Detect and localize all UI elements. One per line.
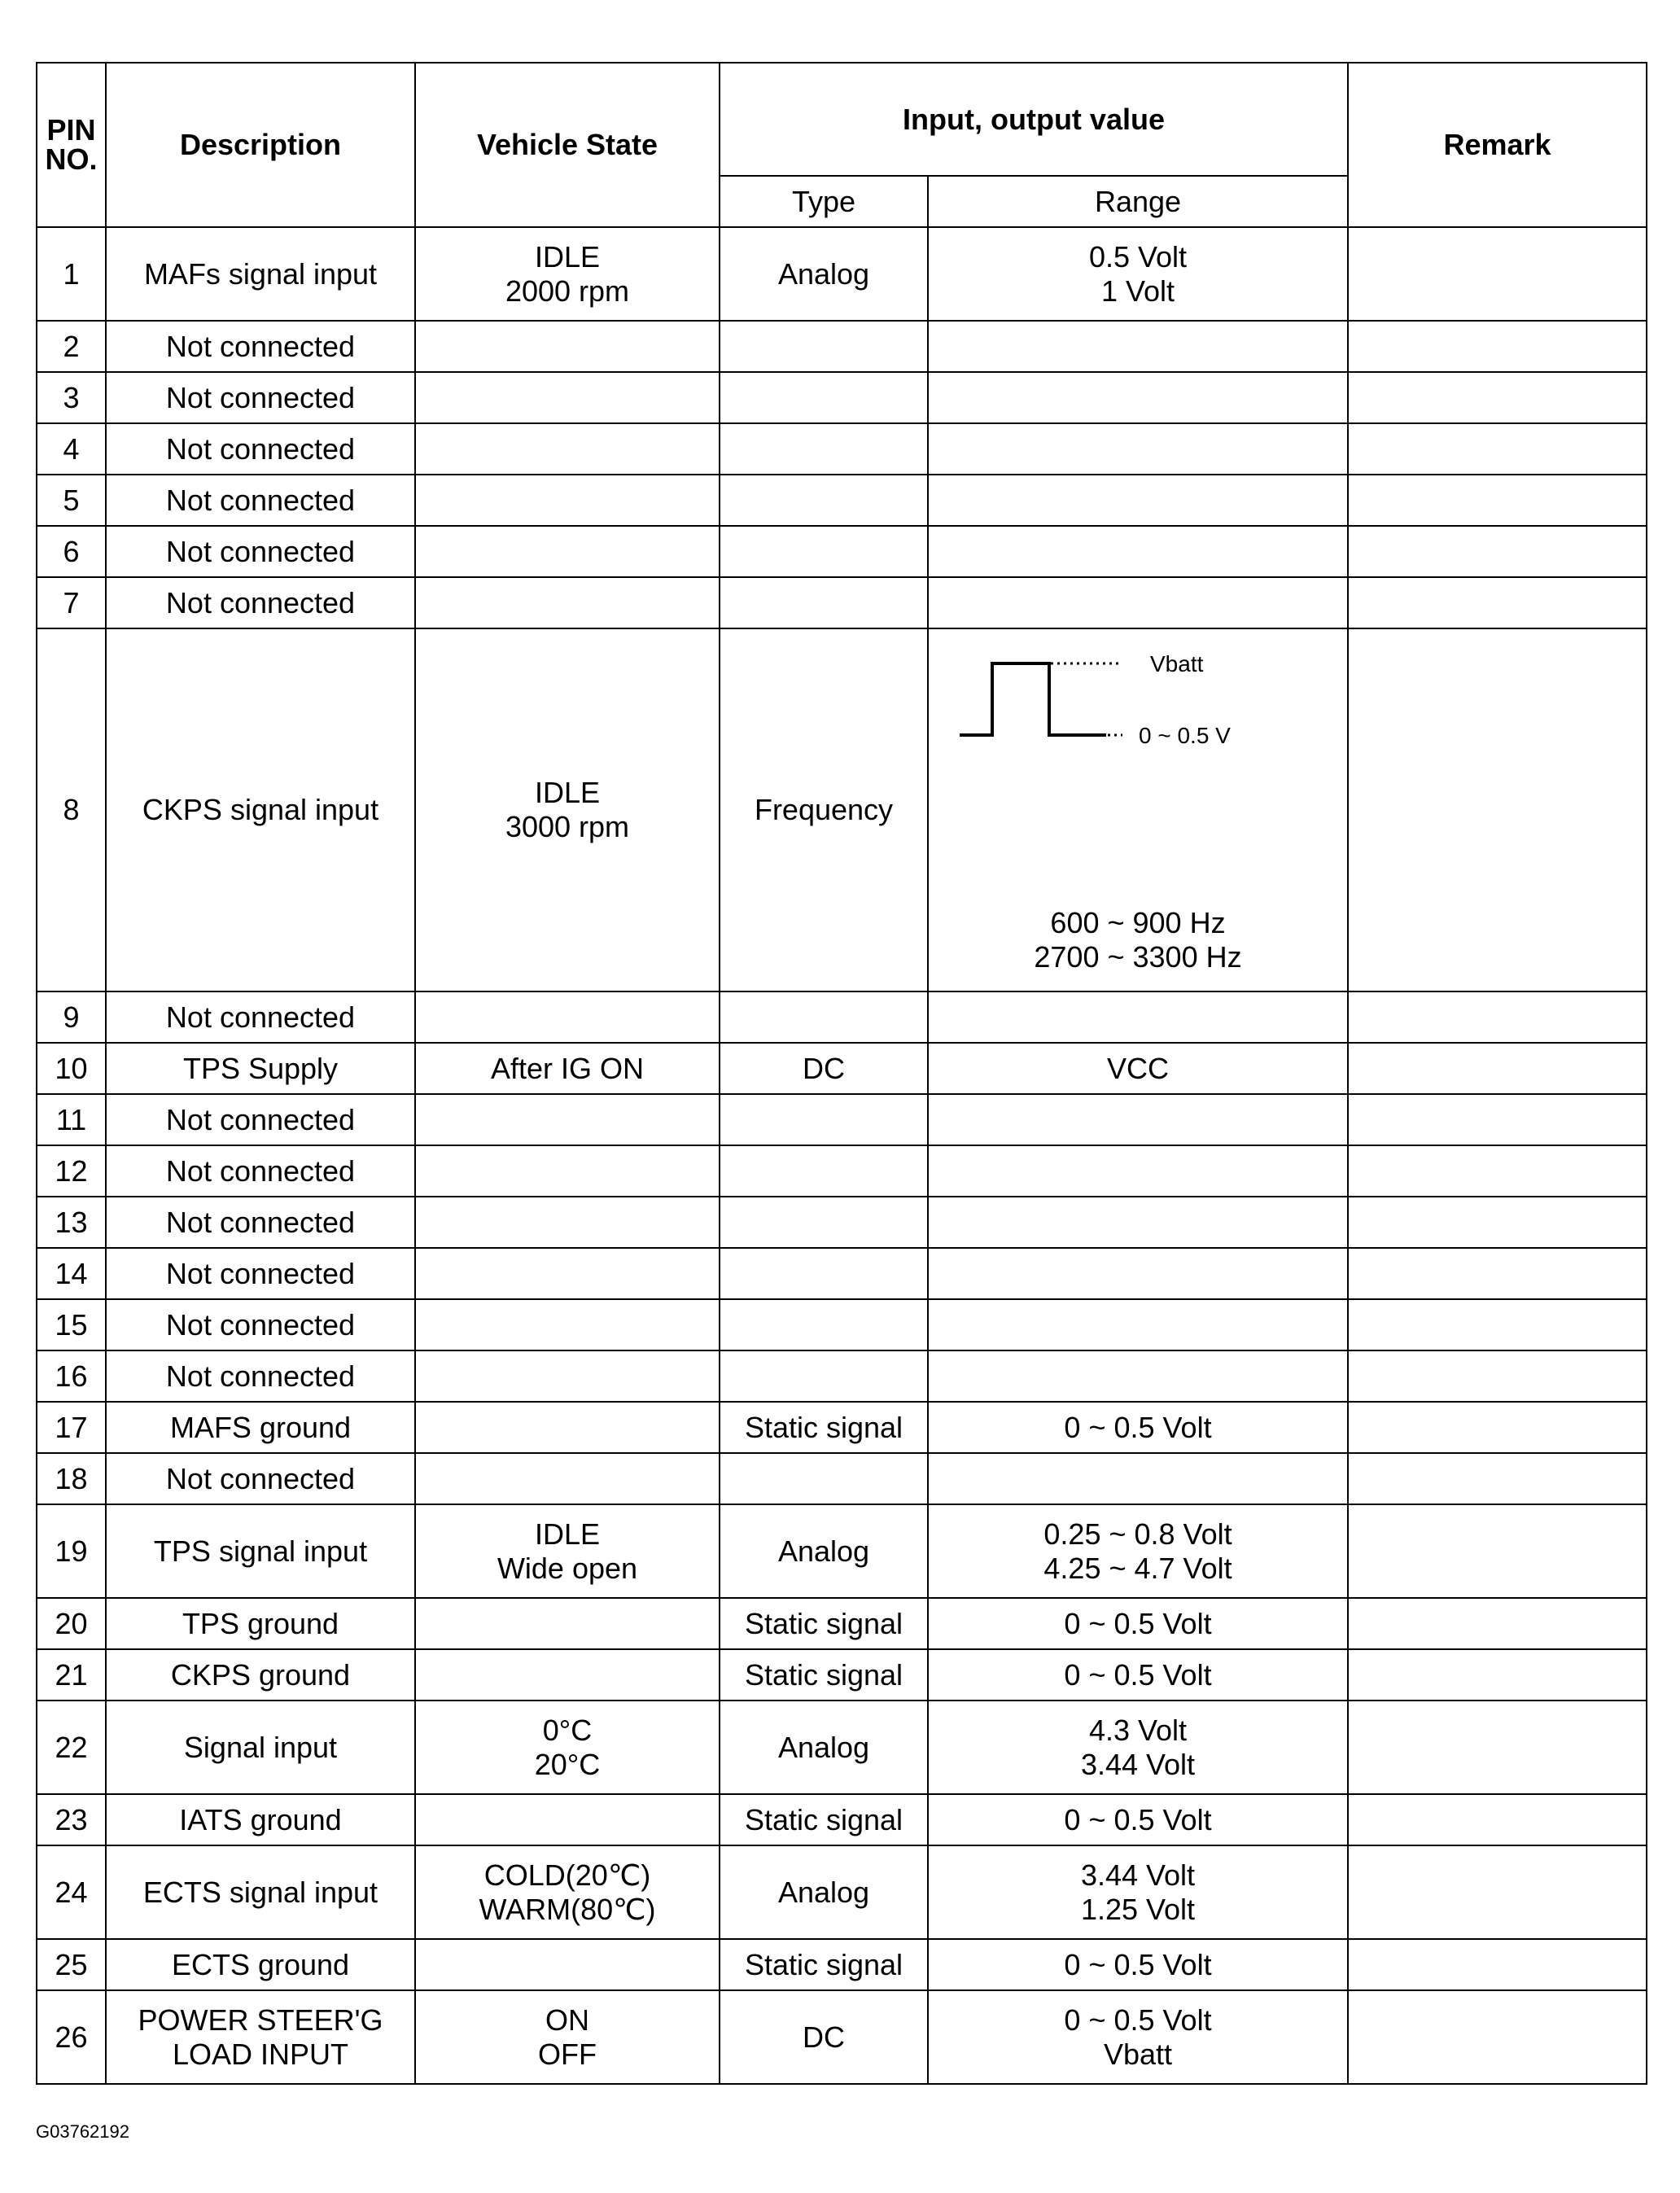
remark-cell [1348,423,1647,475]
vehicle-state-cell [415,372,720,423]
remark-cell [1348,1990,1647,2084]
range-cell: 0 ~ 0.5 Volt [928,1794,1348,1845]
type-cell: Static signal [720,1794,928,1845]
table-row [37,1350,1647,1402]
range-cell [928,1299,1348,1350]
vehicle-state-cell: IDLE Wide open [415,1504,720,1598]
vehicle-state-cell [415,577,720,628]
remark-cell [1348,1350,1647,1402]
header-vehicle-state: Vehicle State [415,63,720,227]
description-cell: Not connected [106,526,415,577]
remark-cell [1348,1504,1647,1598]
description-cell: CKPS ground [106,1649,415,1701]
range-cell-waveform [928,628,1348,991]
table-row [37,475,1647,526]
pin-cell: 16 [37,1350,106,1402]
header-description: Description [106,63,415,227]
description-cell: Not connected [106,991,415,1043]
vehicle-state-cell [415,1402,720,1453]
range-cell: VCC [928,1043,1348,1094]
table-row [37,1990,1647,2084]
description-cell: ECTS ground [106,1939,415,1990]
remark-cell [1348,577,1647,628]
range-cell [928,1145,1348,1197]
type-cell [720,526,928,577]
pin-cell: 9 [37,991,106,1043]
description-cell: TPS Supply [106,1043,415,1094]
pin-cell: 5 [37,475,106,526]
range-cell: 0 ~ 0.5 Volt Vbatt [928,1990,1348,2084]
vehicle-state-cell [415,1197,720,1248]
vehicle-state-cell: COLD(20℃) WARM(80℃) [415,1845,720,1939]
description-cell: Not connected [106,1197,415,1248]
table-row [37,1701,1647,1794]
description-cell: ECTS signal input [106,1845,415,1939]
pin-cell: 12 [37,1145,106,1197]
pin-cell: 24 [37,1845,106,1939]
description-cell: Not connected [106,1299,415,1350]
vehicle-state-cell [415,1649,720,1701]
pin-cell: 19 [37,1504,106,1598]
table-row [37,1845,1647,1939]
range-cell: 0.25 ~ 0.8 Volt 4.25 ~ 4.7 Volt [928,1504,1348,1598]
range-cell [928,1453,1348,1504]
table-row [37,1197,1647,1248]
description-cell: Not connected [106,1248,415,1299]
type-cell [720,372,928,423]
table-row [37,628,1647,991]
description-cell: TPS signal input [106,1504,415,1598]
vehicle-state-cell: After IG ON [415,1043,720,1094]
high-level-label: Vbatt [1150,651,1204,676]
pin-cell: 3 [37,372,106,423]
description-cell: Not connected [106,1350,415,1402]
remark-cell [1348,1094,1647,1145]
header-pin-no: PIN NO. [37,63,106,227]
pin-cell: 17 [37,1402,106,1453]
pin-cell: 7 [37,577,106,628]
description-cell: Signal input [106,1701,415,1794]
type-cell [720,1248,928,1299]
range-cell [928,526,1348,577]
range-cell [928,991,1348,1043]
description-cell: Not connected [106,372,415,423]
type-cell: Static signal [720,1402,928,1453]
pin-cell: 22 [37,1701,106,1794]
table-row [37,372,1647,423]
type-cell [720,1350,928,1402]
table-row [37,1504,1647,1598]
vehicle-state-cell [415,1598,720,1649]
table-row [37,321,1647,372]
remark-cell [1348,1043,1647,1094]
vehicle-state-cell: IDLE 2000 rpm [415,227,720,321]
description-cell: Not connected [106,577,415,628]
type-cell: Analog [720,227,928,321]
pin-cell: 10 [37,1043,106,1094]
description-cell: Not connected [106,423,415,475]
type-cell [720,1453,928,1504]
pin-cell: 15 [37,1299,106,1350]
type-cell: Static signal [720,1598,928,1649]
pin-cell: 23 [37,1794,106,1845]
pin-cell: 20 [37,1598,106,1649]
table-row [37,1794,1647,1845]
table-row [37,1453,1647,1504]
vehicle-state-cell [415,423,720,475]
remark-cell [1348,991,1647,1043]
type-cell [720,1299,928,1350]
vehicle-state-cell [415,321,720,372]
pin-cell: 2 [37,321,106,372]
remark-cell [1348,1649,1647,1701]
description-cell: MAFS ground [106,1402,415,1453]
pin-cell: 26 [37,1990,106,2084]
pin-cell: 14 [37,1248,106,1299]
type-cell [720,321,928,372]
type-cell: DC [720,1990,928,2084]
remark-cell [1348,227,1647,321]
type-cell [720,577,928,628]
type-cell [720,423,928,475]
pin-cell: 4 [37,423,106,475]
remark-cell [1348,1598,1647,1649]
range-cell: 0 ~ 0.5 Volt [928,1939,1348,1990]
remark-cell [1348,628,1647,991]
description-cell: Not connected [106,321,415,372]
remark-cell [1348,1402,1647,1453]
range-cell: 4.3 Volt 3.44 Volt [928,1701,1348,1794]
range-cell [928,321,1348,372]
range-cell [928,1350,1348,1402]
table-body [37,227,1647,2084]
header-remark: Remark [1348,63,1647,227]
description-cell: CKPS signal input [106,628,415,991]
vehicle-state-cell [415,1248,720,1299]
type-cell: Static signal [720,1649,928,1701]
description-cell: Not connected [106,1453,415,1504]
range-cell [928,423,1348,475]
table-row [37,577,1647,628]
table-row [37,1649,1647,1701]
type-cell: DC [720,1043,928,1094]
vehicle-state-cell [415,1299,720,1350]
type-cell: Analog [720,1845,928,1939]
vehicle-state-cell [415,1939,720,1990]
description-cell: Not connected [106,1094,415,1145]
remark-cell [1348,1794,1647,1845]
pin-cell: 11 [37,1094,106,1145]
vehicle-state-cell [415,526,720,577]
pin-cell: 13 [37,1197,106,1248]
range-cell [928,475,1348,526]
type-cell: Frequency [720,628,928,991]
table-row [37,1598,1647,1649]
header-io-value: Input, output value [720,63,1348,176]
remark-cell [1348,1701,1647,1794]
type-cell: Analog [720,1701,928,1794]
table-row [37,991,1647,1043]
pin-table [36,62,1647,2085]
table-row [37,1043,1647,1094]
vehicle-state-cell [415,475,720,526]
pin-cell: 21 [37,1649,106,1701]
frequency-range-text: 600 ~ 900 Hz 2700 ~ 3300 Hz [1034,906,1242,974]
table-row [37,1145,1647,1197]
range-cell [928,1197,1348,1248]
table-row [37,1299,1647,1350]
range-cell [928,1248,1348,1299]
pin-cell: 18 [37,1453,106,1504]
remark-cell [1348,1299,1647,1350]
header-range: Range [928,176,1348,227]
type-cell [720,1145,928,1197]
range-cell [928,1094,1348,1145]
table-row [37,423,1647,475]
pin-cell: 25 [37,1939,106,1990]
low-level-label: 0 ~ 0.5 V [1139,723,1231,748]
vehicle-state-cell: IDLE 3000 rpm [415,628,720,991]
table-row [37,1939,1647,1990]
vehicle-state-cell [415,1453,720,1504]
remark-cell [1348,1845,1647,1939]
figure-code: G03762192 [36,2121,129,2142]
range-cell: 3.44 Volt 1.25 Volt [928,1845,1348,1939]
description-cell: TPS ground [106,1598,415,1649]
remark-cell [1348,321,1647,372]
table-row [37,227,1647,321]
type-cell: Static signal [720,1939,928,1990]
type-cell [720,475,928,526]
type-cell [720,1094,928,1145]
remark-cell [1348,372,1647,423]
type-cell [720,1197,928,1248]
range-cell [928,577,1348,628]
remark-cell [1348,1453,1647,1504]
vehicle-state-cell [415,1350,720,1402]
square-wave-line [960,663,1106,735]
table-row [37,1094,1647,1145]
vehicle-state-cell [415,1145,720,1197]
remark-cell [1348,526,1647,577]
pin-cell: 1 [37,227,106,321]
remark-cell [1348,475,1647,526]
type-cell [720,991,928,1043]
remark-cell [1348,1197,1647,1248]
pin-cell: 8 [37,628,106,991]
description-cell: MAFs signal input [106,227,415,321]
range-cell [928,372,1348,423]
remark-cell [1348,1939,1647,1990]
vehicle-state-cell: 0°C 20°C [415,1701,720,1794]
type-cell: Analog [720,1504,928,1598]
description-cell: IATS ground [106,1794,415,1845]
remark-cell [1348,1145,1647,1197]
range-cell: 0 ~ 0.5 Volt [928,1649,1348,1701]
description-cell: Not connected [106,475,415,526]
description-cell: Not connected [106,1145,415,1197]
table-row [37,1402,1647,1453]
vehicle-state-cell [415,1794,720,1845]
pin-cell: 6 [37,526,106,577]
table-row [37,526,1647,577]
description-cell: POWER STEER'G LOAD INPUT [106,1990,415,2084]
range-cell: 0 ~ 0.5 Volt [928,1598,1348,1649]
table-row [37,1248,1647,1299]
vehicle-state-cell: ON OFF [415,1990,720,2084]
header-type: Type [720,176,928,227]
range-cell: 0 ~ 0.5 Volt [928,1402,1348,1453]
vehicle-state-cell [415,991,720,1043]
range-cell: 0.5 Volt 1 Volt [928,227,1348,321]
remark-cell [1348,1248,1647,1299]
vehicle-state-cell [415,1094,720,1145]
